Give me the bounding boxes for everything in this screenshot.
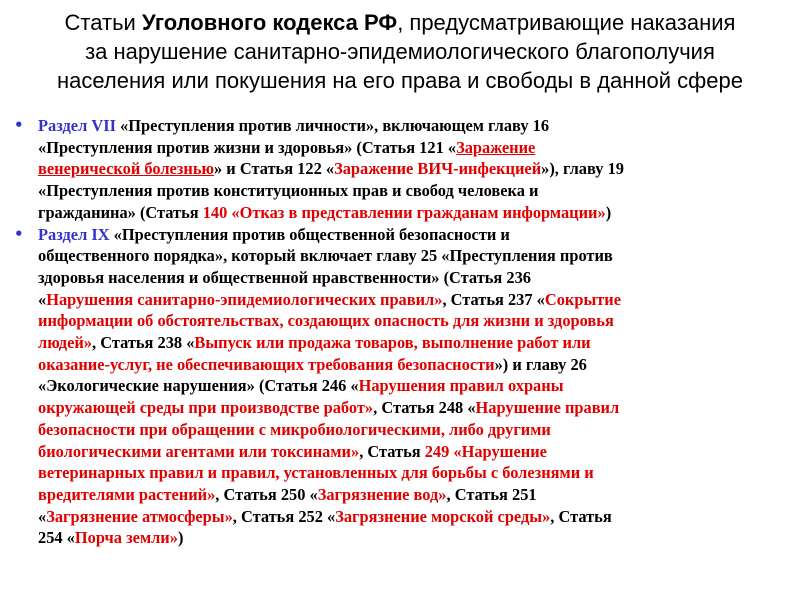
section-label: Раздел VII	[38, 116, 116, 135]
text-line	[38, 158, 786, 180]
text-line: безопасности при обращении с микробиологическими, либо другими	[38, 419, 551, 439]
text-run: «	[38, 506, 47, 526]
text-run: , Статья 251	[446, 484, 537, 504]
text-line	[38, 224, 786, 246]
title-line-1	[4, 8, 796, 37]
text-line: «Преступления против конституционных прав и свобод человека и	[38, 181, 539, 201]
article-highlight: Сокрытие	[544, 289, 622, 309]
text-run: «	[38, 289, 47, 309]
text-line	[38, 506, 786, 528]
text-line: информации об обстоятельствах, создающих опасность для жизни и здоровья	[38, 311, 614, 331]
article-highlight: вредителями растений»	[38, 484, 216, 504]
text-run: » и Статья 122 «	[214, 159, 335, 179]
bullet-list	[14, 115, 786, 549]
text-line	[38, 397, 786, 419]
text-line	[38, 137, 786, 159]
text-line	[38, 289, 786, 311]
title-code-name: Уголовного кодекса РФ	[141, 10, 398, 35]
article-highlight: 140 «Отказ в представлении гражданам информации»	[202, 202, 606, 222]
text-run: )	[605, 202, 612, 222]
text-run: »), главу 19	[541, 159, 624, 179]
section-label: Раздел IX	[38, 224, 110, 244]
article-highlight: венерической болезнью	[38, 159, 215, 179]
text-line	[38, 115, 786, 137]
text-run: , Статья 250 «	[215, 484, 318, 504]
text-line: здоровья населения и общественной нравственности» (Статья 236	[38, 267, 531, 287]
bullet-item-section-9	[14, 224, 786, 550]
text-run: , Статья 252 «	[232, 506, 336, 526]
article-highlight: Нарушения правил охраны	[358, 376, 564, 396]
article-highlight: Нарушение правил	[475, 398, 620, 418]
text-run: )	[177, 528, 184, 548]
text-run: ») и главу 26	[494, 354, 587, 374]
article-highlight: Заражение ВИЧ-инфекцией	[334, 159, 542, 179]
title-line-3: населения или покушения на его права и свободы в данной сфере	[57, 68, 743, 93]
article-highlight: Заражение	[456, 137, 536, 157]
text-run: «Преступления против личности», включающем главу 16	[115, 116, 550, 135]
article-highlight: окружающей среды при производстве работ»	[38, 398, 374, 418]
article-highlight: Выпуск или продажа товаров, выполнение работ или	[194, 333, 591, 353]
text-line	[38, 441, 786, 463]
text-run: гражданина» (Статья	[38, 202, 203, 222]
title-text: Статьи	[64, 10, 142, 35]
text-run: «Преступления против общественной безопасности и	[109, 224, 510, 244]
article-highlight: Загрязнение вод»	[317, 484, 447, 504]
article-highlight: Загрязнение морской среды»	[335, 506, 551, 526]
article-highlight: людей»	[38, 333, 92, 353]
text-run: , Статья	[359, 441, 425, 461]
text-run: 254 «	[38, 528, 75, 548]
title-text: , предусматривающие наказания	[397, 10, 736, 35]
article-highlight: Порча земли»	[74, 528, 178, 548]
text-line: ветеринарных правил и правил, установленных для борьбы с болезнями и	[38, 463, 594, 483]
bullet-icon: •	[14, 224, 24, 243]
text-line	[38, 202, 786, 224]
text-run: , Статья 248 «	[373, 398, 476, 418]
article-highlight: Нарушения санитарно-эпидемиологических правил»	[46, 289, 443, 309]
bullet-icon: •	[14, 116, 24, 134]
text-run: «Преступления против жизни и здоровья» (Статья 121 «	[38, 137, 457, 157]
text-line	[38, 354, 786, 376]
article-highlight: Загрязнение атмосферы»	[46, 506, 233, 526]
text-run: «Экологические нарушения» (Статья 246 «	[38, 376, 359, 396]
title-line-2: за нарушение санитарно-эпидемиологического благополучия	[85, 39, 715, 64]
article-highlight: оказание-услуг, не обеспечивающих требования безопасности	[38, 354, 495, 374]
text-run: , Статья	[550, 506, 612, 526]
text-run: , Статья 238 «	[92, 333, 195, 353]
bullet-item-section-7	[14, 115, 786, 224]
text-line	[38, 375, 786, 397]
slide-title	[4, 8, 796, 95]
text-line: общественного порядка», который включает главу 25 «Преступления против	[38, 246, 613, 266]
article-highlight: биологическими агентами или токсинами»	[38, 441, 360, 461]
article-highlight: 249 «Нарушение	[424, 441, 547, 461]
text-run: , Статья 237 «	[442, 289, 545, 309]
text-line	[38, 484, 786, 506]
text-line	[38, 332, 786, 354]
text-line	[38, 527, 786, 549]
